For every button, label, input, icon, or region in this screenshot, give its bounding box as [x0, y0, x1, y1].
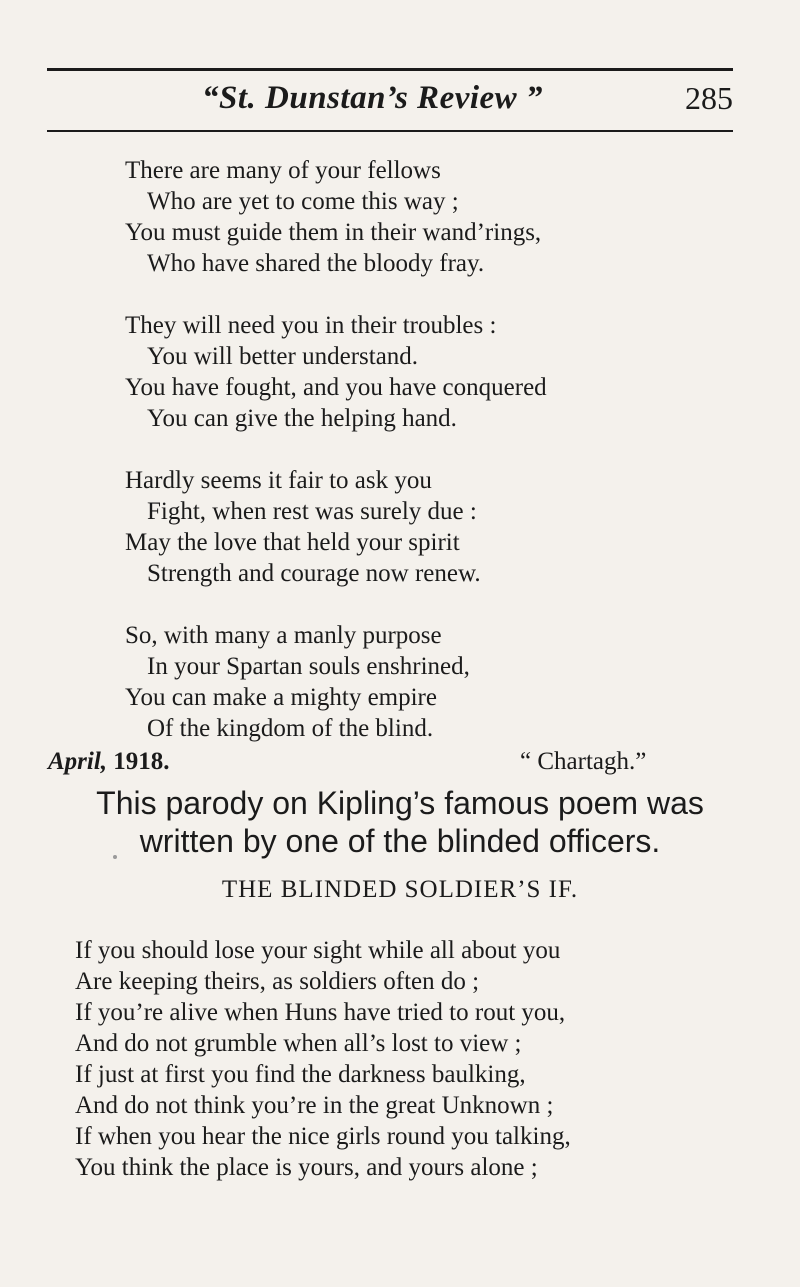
date-year: 1918. — [113, 748, 170, 775]
ink-speck — [113, 855, 117, 859]
poem-line: Are keeping theirs, as soldiers often do ; — [75, 968, 480, 995]
date-month: April, — [48, 748, 108, 775]
poem-title: THE BLINDED SOLDIER’S IF. — [221, 876, 579, 903]
poem-line: Who have shared the bloody fray. — [147, 250, 485, 277]
poem-line: If just at first you find the darkness baulking, — [75, 1061, 526, 1088]
poem-line: You can make a mighty empire — [125, 684, 437, 711]
poem-line: There are many of your fellows — [125, 157, 441, 184]
poem-date — [48, 748, 170, 776]
poem-line: You have fought, and you have conquered — [125, 374, 547, 401]
poem-line: In your Spartan souls enshrined, — [147, 653, 470, 680]
poem-line: If when you hear the nice girls round you talking, — [75, 1123, 571, 1150]
journal-title: “St. Dunstan’s Review ” — [202, 80, 543, 116]
intro-line-1: This parody on Kipling’s famous poem was — [96, 785, 704, 821]
poem-line: So, with many a manly purpose — [125, 622, 442, 649]
poem-line: Hardly seems it fair to ask you — [125, 467, 432, 494]
poem-line: They will need you in their troubles : — [125, 312, 497, 339]
running-header — [47, 80, 733, 126]
poem-line: Fight, when rest was surely due : — [147, 498, 477, 525]
poem-line: You will better understand. — [147, 343, 419, 370]
poem-line: And do not grumble when all’s lost to view ; — [75, 1030, 522, 1057]
poem-line: Who are yet to come this way ; — [147, 188, 459, 215]
header-top-rule — [47, 68, 733, 71]
poem-line: If you should lose your sight while all about you — [75, 937, 561, 964]
header-bottom-rule — [47, 130, 733, 132]
poem-line: If you’re alive when Huns have tried to rout you, — [75, 999, 566, 1026]
poem-line: Strength and courage now renew. — [147, 560, 481, 587]
poem-line: May the love that held your spirit — [125, 529, 460, 556]
poem-line: You must guide them in their wand’rings, — [125, 219, 542, 246]
intro-line-2: written by one of the blinded officers. — [139, 823, 661, 859]
poem-line: Of the kingdom of the blind. — [147, 715, 434, 742]
poem-author: “ Chartagh.” — [520, 748, 647, 775]
poem-line: You think the place is yours, and yours alone ; — [75, 1154, 538, 1181]
poem-line: And do not think you’re in the great Unknown ; — [75, 1092, 554, 1119]
page-number: 285 — [685, 80, 733, 116]
poem-line: You can give the helping hand. — [147, 405, 457, 432]
